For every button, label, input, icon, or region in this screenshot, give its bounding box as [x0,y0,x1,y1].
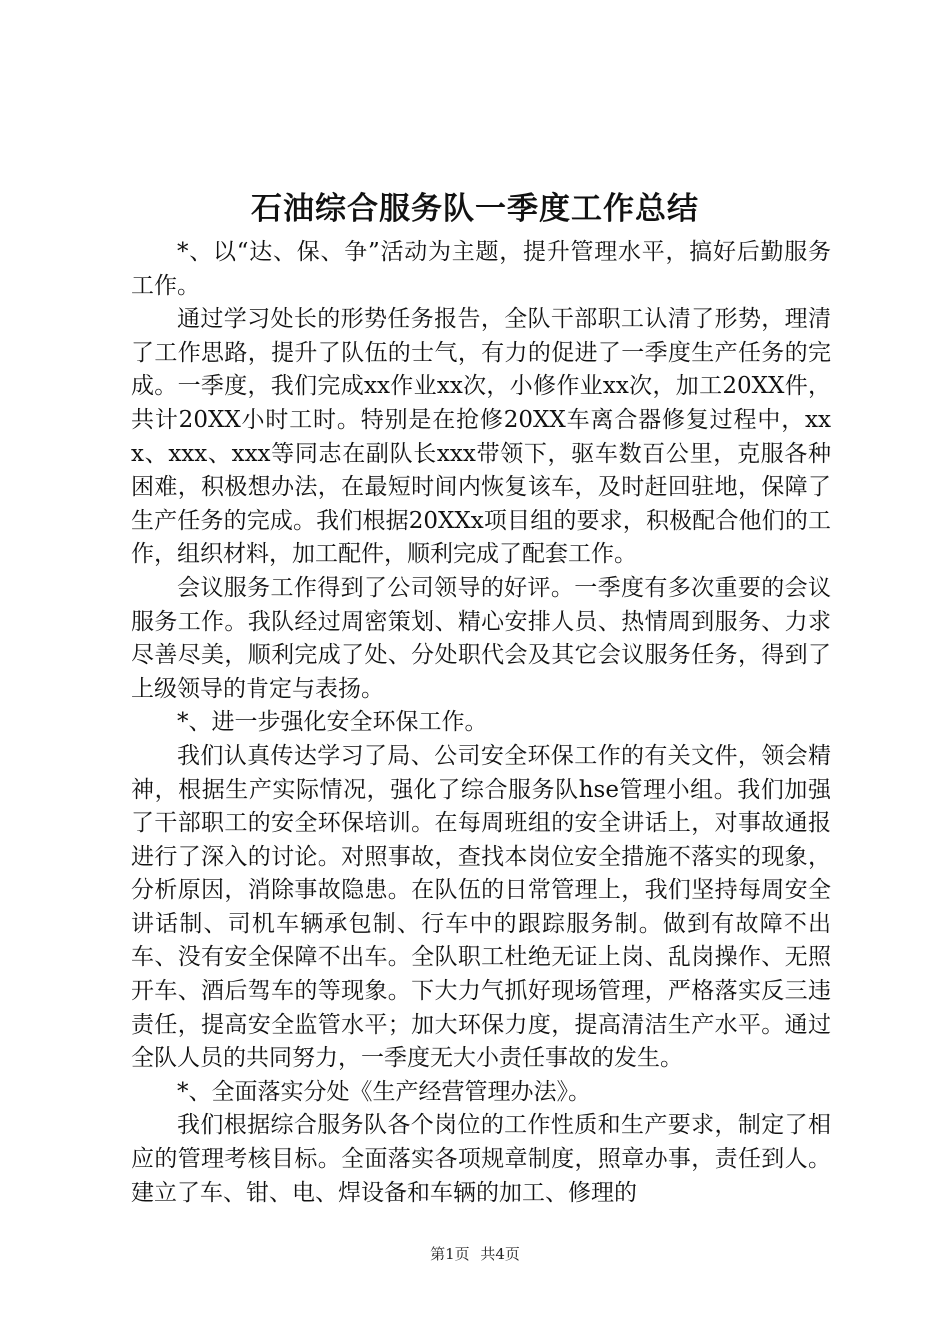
page-footer [0,1243,950,1265]
paragraph: 我们认真传达学习了局、公司安全环保工作的有关文件，领会精神，根据生产实际情况，强化了综合服务队hse管理小组。我们加强了干部职工的安全环保培训。在每周班组的安全讲话上，对事故通报进行了深入的讨论。对照事故，查找本岗位安全措施不落实的现象，分析原因，消除事故隐患。在队伍的日常管理上，我们坚持每周安全讲话制、司机车辆承包制、行车中的跟踪服务制。做到有故障不出车、没有安全保障不出车。全队职工杜绝无证上岗、乱岗操作、无照开车、酒后驾车的等现象。下大力气抓好现场管理，严格落实反三违责任，提高安全监管水平；加大环保力度，提高清洁生产水平。通过全队人员的共同努力，一季度无大小责任事故的发生。 [131,742,831,1072]
page-total: 共4页 [480,1245,520,1263]
paragraph: 通过学习处长的形势任务报告，全队干部职工认清了形势，理清了工作思路，提升了队伍的士气，有力的促进了一季度生产任务的完成。一季度，我们完成xx作业xx次，小修作业xx次，加工20XX件，共计20XX小时工时。特别是在抢修20XX车离合器修复过程中，xxx、xxx、xxx等同志在副队长xxx带领下，驱车数百公里，克服各种困难，积极想办法，在最短时间内恢复该车，及时赶回驻地，保障了生产任务的完成。我们根据20XXx项目组的要求，积极配合他们的工作，组织材料，加工配件，顺利完成了配套工作。 [131,306,831,568]
document-title: 石油综合服务队一季度工作总结 [251,191,699,227]
paragraph: 我们根据综合服务队各个岗位的工作性质和生产要求，制定了相应的管理考核目标。全面落实各项规章制度，照章办事，责任到人。建立了车、钳、电、焊设备和车辆的加工、修理的 [131,1112,831,1206]
paragraph-heading-1: *、以“达、保、争”活动为主题，提升管理水平，搞好后勤服务工作。 [131,239,831,299]
paragraph-heading-3: *、全面落实分处《生产经营管理办法》。 [177,1078,591,1105]
paragraph-heading-2: *、进一步强化安全环保工作。 [177,709,488,736]
paragraph: 会议服务工作得到了公司领导的好评。一季度有多次重要的会议服务工作。我队经过周密策划、精心安排人员、热情周到服务、力求尽善尽美，顺利完成了处、分处职代会及其它会议服务任务，得到了上级领导的肯定与表扬。 [131,574,831,702]
page-number: 第1页 [430,1245,470,1263]
document-body [131,236,831,1210]
